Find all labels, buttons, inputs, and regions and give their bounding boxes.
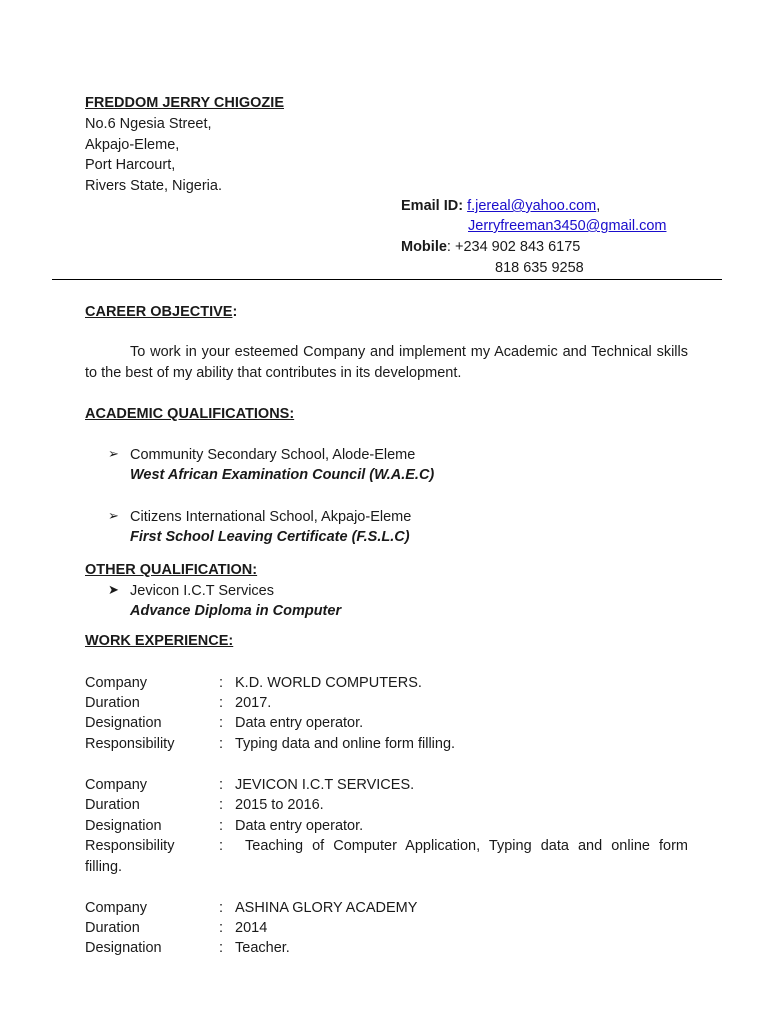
mobile-label: Mobile [401, 239, 447, 255]
address-line-2: Akpajo-Eleme, [85, 137, 180, 153]
colon: : [219, 675, 224, 691]
colon: : [219, 900, 224, 916]
job-1-responsibility: Typing data and online form filling. [235, 736, 456, 752]
address-line-3: Port Harcourt, [85, 157, 176, 173]
job-1-duration: 2017. [235, 695, 272, 711]
job-2-duration: 2015 to 2016. [235, 797, 324, 813]
email-link-2[interactable]: Jerryfreeman3450@gmail.com [468, 218, 667, 234]
label-company: Company [85, 900, 148, 916]
other-school: Jevicon I.C.T Services [130, 583, 274, 599]
label-designation: Designation [85, 818, 162, 834]
email-label: Email ID: [401, 198, 464, 214]
other-cert: Advance Diploma in Computer [130, 603, 342, 619]
colon: : [219, 818, 224, 834]
mobile-number-1: : +234 902 843 6175 [446, 239, 581, 255]
work-heading: WORK EXPERIENCE: [85, 633, 234, 649]
arrow-bullet-icon: ➢ [108, 446, 119, 461]
academic-school-2: Citizens International School, Akpajo-Eleme [130, 509, 412, 525]
label-duration: Duration [85, 797, 140, 813]
other-heading: OTHER QUALIFICATION: [85, 562, 258, 578]
arrow-bullet-icon: ➢ [108, 508, 119, 523]
mobile-number-2: 818 635 9258 [495, 260, 584, 276]
colon: : [219, 695, 224, 711]
label-duration: Duration [85, 695, 140, 711]
email-link-1[interactable]: f.jereal@yahoo.com [467, 198, 597, 214]
colon: : [219, 797, 224, 813]
job-2-designation: Data entry operator. [235, 818, 364, 834]
email-row [401, 196, 600, 216]
mobile-row [401, 237, 580, 257]
colon: : [219, 838, 224, 854]
job-3-company: ASHINA GLORY ACADEMY [235, 900, 418, 916]
colon: : [219, 777, 224, 793]
arrow-bullet-icon: ➤ [108, 582, 119, 597]
email-separator: , [596, 198, 601, 214]
career-heading [85, 302, 237, 322]
job-1-company: K.D. WORLD COMPUTERS. [235, 675, 422, 691]
colon: : [219, 920, 224, 936]
job-1-designation: Data entry operator. [235, 715, 364, 731]
label-duration: Duration [85, 920, 140, 936]
address-line-4: Rivers State, Nigeria. [85, 178, 222, 194]
academic-cert-1: West African Examination Council (W.A.E.C) [130, 467, 435, 483]
label-designation: Designation [85, 940, 162, 956]
label-responsibility: Responsibility [85, 736, 175, 752]
applicant-name: FREDDOM JERRY CHIGOZIE [85, 95, 284, 111]
job-2-responsibility-continued: filling. [85, 859, 123, 875]
label-company: Company [85, 675, 148, 691]
label-designation: Designation [85, 715, 162, 731]
job-3-designation: Teacher. [235, 940, 290, 956]
colon: : [219, 715, 224, 731]
header-divider [52, 279, 722, 280]
job-2-responsibility: Teaching of Computer Application, Typing data and online form [245, 838, 688, 854]
label-company: Company [85, 777, 148, 793]
address-line-1: No.6 Ngesia Street, [85, 116, 212, 132]
academic-cert-2: First School Leaving Certificate (F.S.L.C) [130, 529, 410, 545]
academic-heading: ACADEMIC QUALIFICATIONS: [85, 406, 295, 422]
career-heading-colon: : [232, 304, 238, 320]
job-2-company: JEVICON I.C.T SERVICES. [235, 777, 415, 793]
colon: : [219, 736, 224, 752]
career-heading-text: CAREER OBJECTIVE [85, 304, 233, 320]
academic-school-1: Community Secondary School, Alode-Eleme [130, 447, 416, 463]
label-responsibility: Responsibility [85, 838, 175, 854]
job-3-duration: 2014 [235, 920, 268, 936]
colon: : [219, 940, 224, 956]
career-text: To work in your esteemed Company and implement my Academic and Technical skills to the best of my ability that contributes in its development. [85, 344, 688, 381]
